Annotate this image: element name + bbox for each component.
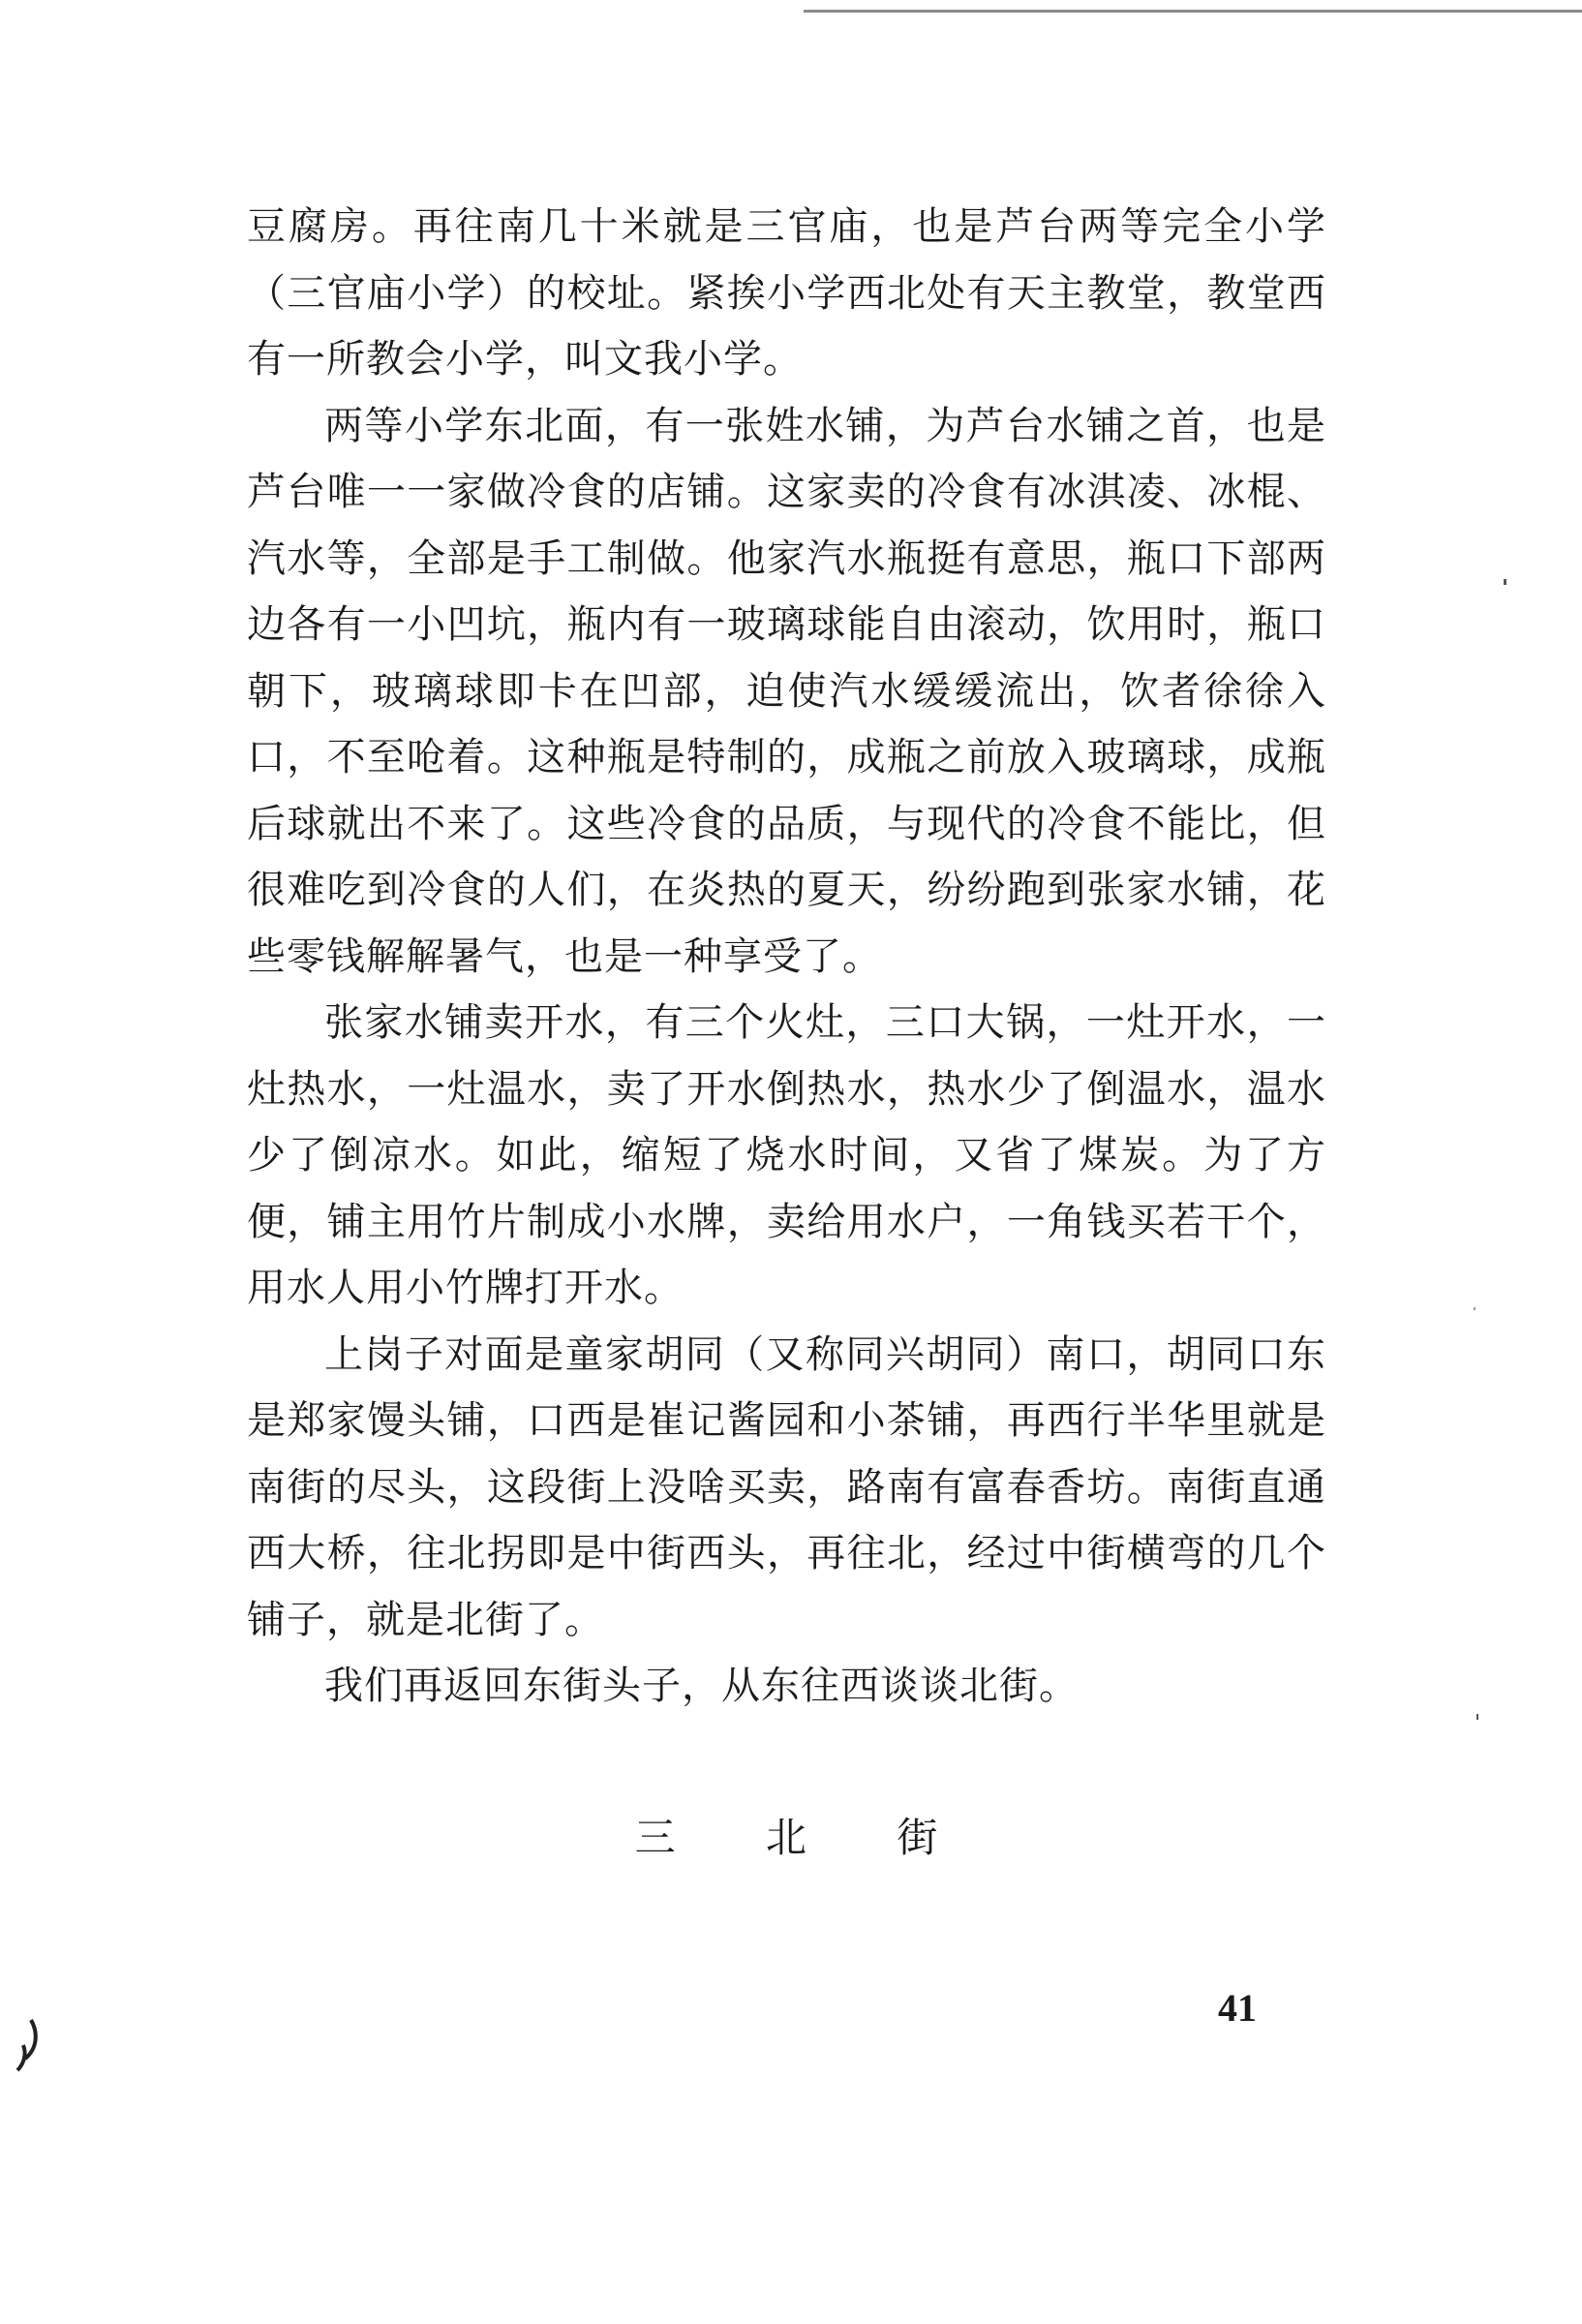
scan-speck [1474, 1307, 1476, 1310]
paragraph-4: 上岗子对面是童家胡同（又称同兴胡同）南口，胡同口东是郑家馒头铺，口西是崔记酱园和小茶铺，再西行半华里就是南街的尽头，这段街上没啥买卖，路南有富春香坊。南街直通西大桥，往北拐即是中街西头，再往北，经过中街横弯的几个铺子，就是北街了。 [247, 1331, 1326, 1642]
paragraph-3: 张家水铺卖开水，有三个火灶，三口大锅，一灶开水，一灶热水，一灶温水，卖了开水倒热水，热水少了倒温水，温水少了倒凉水。如此，缩短了烧水时间，又省了煤炭。为了方便，铺主用竹片制成小水牌，卖给用水户，一角钱买若干个，用水人用小竹牌打开水。 [247, 1000, 1326, 1310]
scan-speck [1504, 579, 1506, 585]
scan-mark [12, 2016, 46, 2074]
body-text [247, 194, 1326, 1720]
top-rule [804, 10, 1582, 13]
scan-speck [1476, 1714, 1478, 1720]
paragraph-1: 豆腐房。再往南几十米就是三官庙，也是芦台两等完全小学（三官庙小学）的校址。紧挨小学西北处有天主教堂，教堂西有一所教会小学，叫文我小学。 [247, 204, 1326, 382]
paragraph-5: 我们再返回东街头子，从东往西谈谈北街。 [324, 1664, 1079, 1708]
section-heading: 三 北 街 [634, 1814, 977, 1861]
page-number: 41 [1218, 1986, 1257, 2030]
paragraph-2: 两等小学东北面，有一张姓水铺，为芦台水铺之首，也是芦台唯一一家做冷食的店铺。这家卖的冷食有冰淇凌、冰棍、汽水等，全部是手工制做。他家汽水瓶挺有意思，瓶口下部两边各有一小凹坑，瓶内有一玻璃球能自由滚动，饮用时，瓶口朝下，玻璃球即卡在凹部，迫使汽水缓缓流出，饮者徐徐入口，不至呛着。这种瓶是特制的，成瓶之前放入玻璃球，成瓶后球就出不来了。这些冷食的品质，与现代的冷食不能比，但很难吃到冷食的人们，在炎热的夏天，纷纷跑到张家水铺，花些零钱解解暑气，也是一种享受了。 [247, 403, 1326, 979]
